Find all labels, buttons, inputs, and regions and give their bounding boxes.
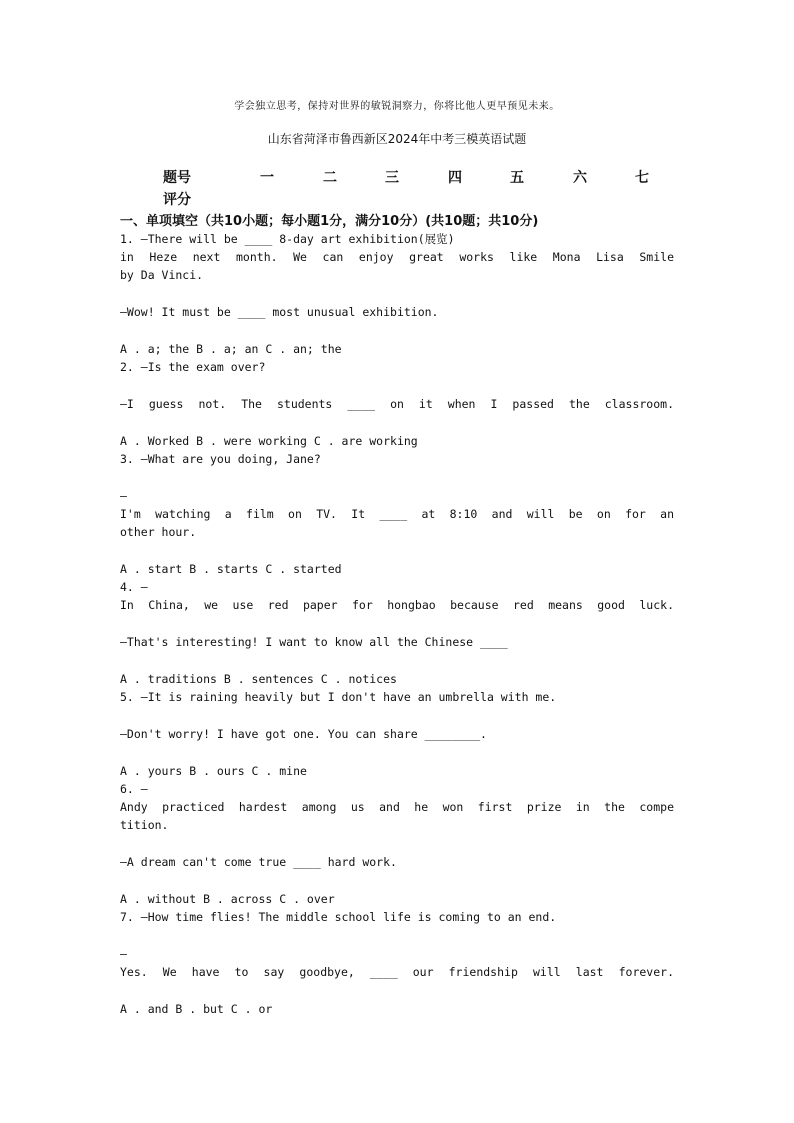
q7-line2: — bbox=[120, 947, 127, 961]
motto-header: 学会独立思考，保持对世界的敏锐洞察力，你将比他人更早预见未来。 bbox=[234, 101, 560, 112]
q3-line4: other hour. bbox=[120, 525, 197, 539]
page-title: 山东省菏泽市鲁西新区2024年中考三模英语试题 bbox=[267, 132, 527, 146]
score-col-1: 一 bbox=[260, 170, 274, 186]
q1-options: A . a; the B . a; an C . an; the bbox=[120, 342, 342, 356]
q3-line2: — bbox=[120, 489, 127, 503]
q4-line1: 4. — bbox=[120, 580, 148, 594]
q6-line2: Andy practiced hardest among us and he won first prize in the compe bbox=[120, 800, 674, 814]
score-header-label: 题号 bbox=[163, 170, 191, 186]
q7-line3: Yes. We have to say goodbye, ____ our friendship will last forever. bbox=[120, 965, 674, 979]
section-heading: 一、单项填空（共10小题；每小题1分，满分10分）(共10题；共10分) bbox=[120, 214, 539, 229]
q6-line4: —A dream can't come true ____ hard work. bbox=[120, 855, 397, 869]
q2-line1: 2. —Is the exam over? bbox=[120, 360, 266, 374]
q1-line2: in Heze next month. We can enjoy great works like Mona Lisa Smile bbox=[120, 250, 674, 264]
q1-line1: 1. —There will be ____ 8-day art exhibition(展览) bbox=[120, 232, 455, 246]
q7-line1: 7. —How time flies! The middle school life is coming to an end. bbox=[120, 910, 557, 924]
score-col-3: 三 bbox=[385, 170, 399, 186]
q2-options: A . Worked B . were working C . are working bbox=[120, 434, 418, 448]
q3-line3: I'm watching a film on TV. It ____ at 8:10 and will be on for an bbox=[120, 507, 674, 521]
score-col-7: 七 bbox=[635, 170, 649, 186]
q2-line2: —I guess not. The students ____ on it when I passed the classroom. bbox=[120, 397, 674, 411]
score-col-6: 六 bbox=[573, 170, 587, 186]
score-col-5: 五 bbox=[510, 170, 524, 186]
q6-line3: tition. bbox=[120, 818, 169, 832]
q5-options: A . yours B . ours C . mine bbox=[120, 764, 307, 778]
q1-line3: by Da Vinci. bbox=[120, 268, 204, 282]
q7-options: A . and B . but C . or bbox=[120, 1002, 273, 1016]
score-label: 评分 bbox=[163, 192, 191, 208]
score-col-4: 四 bbox=[448, 170, 462, 186]
q1-line4: —Wow! It must be ____ most unusual exhibition. bbox=[120, 305, 439, 319]
q5-line1: 5. —It is raining heavily but I don't have an umbrella with me. bbox=[120, 690, 557, 704]
score-table-header bbox=[163, 167, 663, 187]
q5-line2: —Don't worry! I have got one. You can share ________. bbox=[120, 727, 487, 741]
q4-options: A . traditions B . sentences C . notices bbox=[120, 672, 397, 686]
q4-line2: In China, we use red paper for hongbao because red means good luck. bbox=[120, 598, 674, 612]
q4-line3: —That's interesting! I want to know all the Chinese ____ bbox=[120, 635, 508, 649]
q6-options: A . without B . across C . over bbox=[120, 892, 335, 906]
q6-line1: 6. — bbox=[120, 782, 148, 796]
q3-line1: 3. —What are you doing, Jane? bbox=[120, 452, 321, 466]
score-col-2: 二 bbox=[323, 170, 337, 186]
q3-options: A . start B . starts C . started bbox=[120, 562, 342, 576]
